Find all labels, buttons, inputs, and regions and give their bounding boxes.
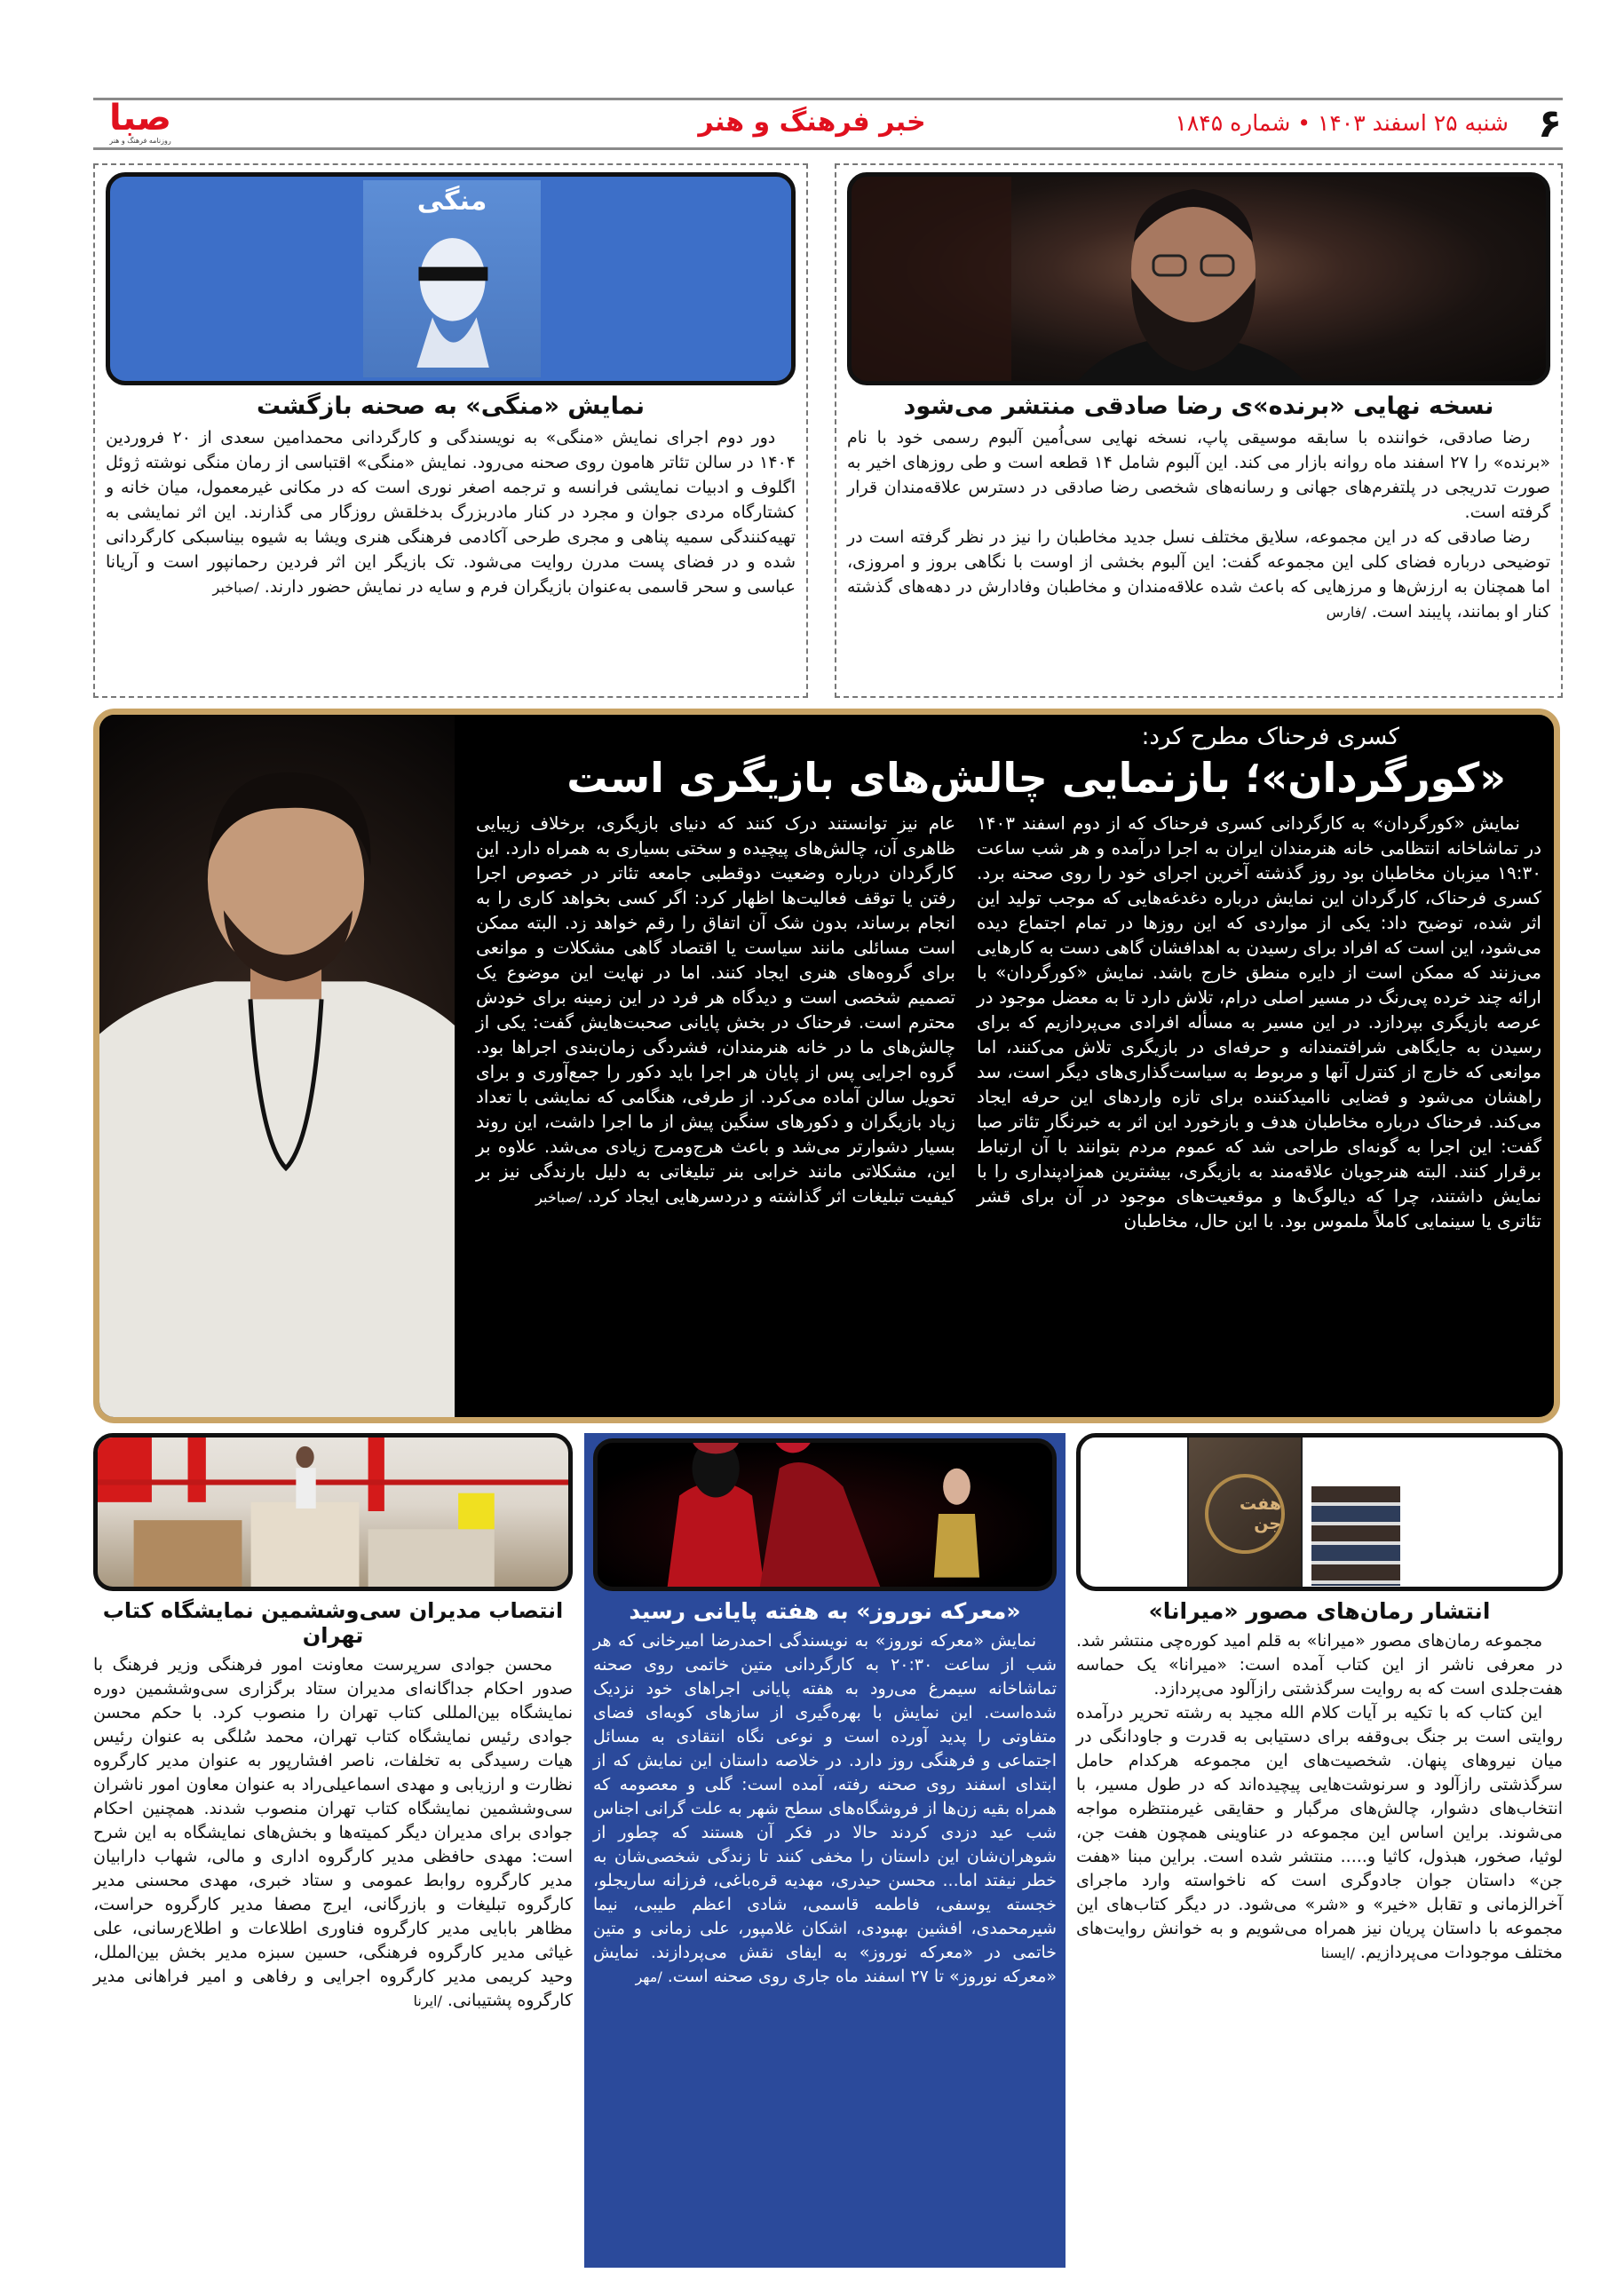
- source-credit: /ایرنا: [413, 1992, 442, 2009]
- book-cover: [1187, 1433, 1303, 1591]
- article-body: [93, 1653, 573, 2013]
- issue-date: شنبه ۲۵ اسفند ۱۴۰۳ • شماره ۱۸۴۵: [1175, 110, 1509, 136]
- feature-box: [93, 709, 1560, 1423]
- paragraph: مجموعه رمان‌های مصور «میرانا» به قلم امید کوره‌چی منتشر شد. در معرفی ناشر از این کتاب آمده است: «میرانا» یک حماسه هفت‌جلدی است که به روایت سرگذشتی رازآلود می‌پردازد.: [1076, 1631, 1563, 1699]
- article-body: [1076, 1629, 1563, 1965]
- article-title: نمایش «منگی» به صحنه بازگشت: [257, 392, 645, 420]
- article-marake: [584, 1433, 1066, 2268]
- logo[interactable]: [96, 99, 185, 145]
- paragraph: رضا صادقی، خواننده با سابقه موسیقی پاپ، نسخه نهایی سی‌اُمین آلبوم رسمی خود با نام «برنده» را ۲۷ اسفند ماه روانه بازار می کند. این آلبوم شامل ۱۴ قطعه است و طی روزهای اخیر به صورت تدریجی در پلتفرم‌های جهانی و رسانه‌های شخصی رضا صادقی در دسترس علاقه‌مندان قرار گرفته است.: [847, 428, 1550, 522]
- article-mangi: [93, 163, 808, 698]
- book-stack: [1311, 1486, 1400, 1586]
- article-bookfair: [93, 1433, 573, 2013]
- poster-title: منگی: [416, 186, 487, 217]
- feature-kicker: کسری فرحناک مطرح کرد:: [1141, 724, 1399, 750]
- section-title: خبر فرهنگ و هنر: [698, 107, 926, 138]
- source-credit: /فارس: [1326, 604, 1367, 621]
- paragraph-text: این کتاب که با تکیه بر آیات کلام الله مجید به رشته تحریر درآمده روایتی است بر جنگ بی‌وقفه برای دستیابی به قدرت و جاودانگی در میان نیروهای پنهان. شخصیت‌های این مجموعه هرکدام حامل سرگذشتی رازآلود و سرنوشت‌هایی پیچیده‌اند که در طول مسیر، با انتخاب‌های دشوار، چالش‌های مرگبار و حقایقی غیرمنتظره مواجه می‌شوند. براین اساس این مجموعه در عناوینی همچون هفت جن، لوثیا، صخور، هبذول، کاثیا و..... منتشر شده است. براین مبنا «هفت جن» داستان جوان جادوگری است که ناخواسته وارد ماجرای آخرالزمانی و تقابل «خیر» و «شر» می‌شود. در دیگر کتاب‌های این مجموعه با داستان پریان نیز همراه می‌شویم و به خوانش روایت‌های مختلف موجودات می‌پردازیم.: [1076, 1703, 1563, 1962]
- bandaged-head-icon: [363, 217, 541, 368]
- paragraph: [476, 811, 955, 1210]
- paragraph-text: رضا صادقی که در این مجموعه، سلایق مختلف نسل جدید مخاطبان را نیز در نظر گرفته است در توضیحی درباره فضای کلی این مجموعه گفت: این آلبوم بخشی از اوست با نگاهی بروز و امروزی، اما همچنان به ارزش‌ها و مرزهایی که باعث شده علاقه‌مندان و مخاطبان وفادارش در دهه‌های گذشته کنار او بمانند، پایبند است.: [847, 527, 1550, 622]
- feature-column-left: [476, 811, 955, 1233]
- paragraph: [1076, 1701, 1563, 1965]
- page-number: ۶: [1538, 101, 1562, 147]
- header-top-rule: [93, 98, 1563, 100]
- paragraph: [106, 425, 796, 600]
- paragraph: [847, 525, 1550, 625]
- singer-photo: [847, 172, 1550, 385]
- article-title: نسخه نهایی «برنده»ی رضا صادقی منتشر می‌شود: [903, 392, 1494, 420]
- article-body: [847, 425, 1550, 625]
- singer-portrait-icon: [852, 177, 1549, 381]
- article-body: [593, 1629, 1057, 1989]
- play-photo: [593, 1438, 1057, 1591]
- paragraph: [93, 1653, 573, 2013]
- poster-photo: [106, 172, 796, 385]
- article-title: «معرکه نوروز» به هفته پایانی رسید: [629, 1598, 1021, 1624]
- logo-tagline: روزنامه فرهنگ و هنر: [109, 137, 171, 145]
- article-mirana: [1076, 1433, 1563, 1965]
- paragraph-text: عام نیز توانستند درک کنند که دنیای بازیگری، برخلاف زیبایی ظاهری آن، چالش‌های پیچیده و سختی بسیاری به همراه دارد. این کارگردان درباره وضعیت دوقطبی جامعه تئاتر در خصوص اجرا رفتن یا توقف فعالیت‌ها اظهار کرد: اگر کسی بخواهد کاری را به انجام برساند، بدون شک آن اتفاق را رقم خواهد زد. البته ممکن است مسائلی مانند سیاست یا اقتصاد گاهی مشکلات و موانعی برای گروه‌های هنری ایجاد کنند. اما در نهایت این موضوع یک تصمیم شخصی است و دیدگاه هر فرد در این زمینه برای خودش محترم است. فرحناک در بخش پایانی صحبت‌هایش گفت: یکی از چالش‌های ما در خانه هنرمندان، فشردگی زمان‌بندی اجراها بود. گروه اجرایی پس از پایان هر اجرا باید دکور را جمع‌آوری و برای تحویل سالن آماده می‌کرد. از طرفی، هنگامی که نمایشی با تعداد زیاد بازیگران و دکورهای سنگین پیش از ما اجرا داشت، این روند بسیار دشوارتر می‌شد و باعث هرج‌ومرج زیادی می‌شد. علاوه بر این، مشکلاتی مانند خرابی بنر تبلیغاتی به دلیل بارندگی نیز بر کیفیت تبلیغات اثر گذاشته و دردسرهایی ایجاد کرد.: [476, 812, 955, 1207]
- director-photo: [99, 715, 455, 1417]
- poster: [363, 180, 541, 377]
- paragraph-text: نمایش «معرکه نوروز» به نویسندگی احمدرضا امیرخانی که هر شب از ساعت ۲۰:۳۰ به کارگردانی متین خاتمی روی صحنه تماشاخانه سیمرغ می‌رود به هفته پایانی اجراهای خود نزدیک شده‌است. این نمایش با بهره‌گیری از سازهای کوبه‌ای فضای متفاوتی را پدید آورده است و نوعی نگاه انتقادی به مسائل اجتماعی و فرهنگی روز دارد. در خلاصه داستان این نمایش که از ابتدای اسفند روی صحنه رفته، آمده است: گلی و معصومه که همراه بقیه زن‌ها از فروشگاه‌های سطح شهر به علت گرانی اجناس شب عید دزدی کردند حالا در فکر آن هستند که چطور از شوهران‌شان این داستان را مخفی کنند تا زندگی شخصی‌شان به خطر نیفتد اما... محسن حیدری، مهدیه قره‌باغی، فرزانه ساریجلو، خجسته یوسفی، فاطمه قاسمی، شادی اعظم طیبی، نیما شیرمحمدی، افشین بهبودی، اشکان غلامپور، علی زمانی و متین خاتمی در «معرکه نوروز» به ایفای نقش می‌پردازند. نمایش «معرکه نوروز» تا ۲۷ اسفند ماه جاری روی صحنه است.: [593, 1631, 1057, 1986]
- book-photo: [1076, 1433, 1563, 1591]
- article-rezasadeghi: [835, 163, 1563, 698]
- paragraph-text: دور دوم اجرای نمایش «منگی» به نویسندگی و کارگردانی محمدامین سعدی از ۲۰ فروردین ۱۴۰۴ در سالن تئاتر هامون روی صحنه می‌رود. نمایش «منگی» اقتباسی از رمان منگی نوشته ژوئل اگلوف و ادبیات نمایشی فرانسه و ترجمه اصغر نوری است که در مکانی غیرمعمول، میان خانه و کشتارگاه مردی جوان و مجرد در کنار مادربزرگ بدخلقش روزگار می گذارند. این اثر نمایشی به تهیه‌کنندگی سمیه پناهی و مجری طرحی آکادمی فرهنگی هنری ویشا به شیوه بیناسبکی کارگردانی شده و در فضای پست مدرن روایت می‌شود. تک بازیگر این اثر فردین رحمانپور است و آریانا عباسی و سحر قاسمی به‌عنوان بازیگران فرم و سایه در نمایش حضور دارند.: [106, 428, 796, 597]
- source-credit: /صباخبر: [212, 579, 259, 596]
- book-fair-photo: [93, 1433, 573, 1591]
- article-body: [106, 425, 796, 600]
- feature-content: [476, 724, 1541, 1233]
- source-credit: /ایسنا: [1320, 1944, 1355, 1961]
- paragraph: [593, 1629, 1057, 1989]
- feature-columns: [476, 811, 1541, 1233]
- paragraph: نمایش «کورگردان» به کارگردانی کسری فرحناک که از دوم اسفند ۱۴۰۳ در تماشاخانه انتظامی خانه هنرمندان ایران به اجرا درآمده و هر شب ساعت ۱۹:۳۰ میزبان مخاطبان بود روز گذشته آخرین اجرای خود را روی صحنه برد. کسری فرحناک، کارگردان این نمایش درباره دغدغه‌هایی که موجب تولید این اثر شده، توضیح داد: یکی از مواردی که این روزها در تمام اجتماع دیده می‌شود، این است که افراد برای رسیدن به اهدافشان گاهی دست به کارهایی می‌زنند که ممکن است از دایره منطق خارج باشد. نمایش «کورگردان» با ارائه چند خرده پی‌رنگ در مسیر اصلی درام، تلاش دارد تا به معضل موجود در عرصه بازیگری بپردازد. در این مسیر به مسأله افرادی می‌پردازیم که برای رسیدن به جایگاهی شرافتمندانه و حرفه‌ای در بازیگری تلاش می‌کنند، اما موانعی که خارج از کنترل آنها و مربوط به سیاست‌گذاری‌های دیگر است، سد راهشان می‌شود و فضایی ناامیدکننده برای تازه واردهای این حرفه ایجاد می‌کند. فرحناک درباره مخاطبان هدف و بازخورد این اثر به خبرنگار تئاتر صبا گفت: این اجرا به گونه‌ای طراحی شد که عموم مردم بتوانند با آن ارتباط برقرار کنند. البته هنرجویان علاقه‌مند به بازیگری، بیشترین همزادپنداری را با نمایش داشتند، چرا که دیالوگ‌ها و موقعیت‌های موجود در آن برای قشر تئاتری یا سینمایی کاملاً ملموس بود. با این حال، مخاطبان: [977, 812, 1541, 1232]
- paragraph-text: محسن جوادی سرپرست معاونت امور فرهنگی وزیر فرهنگ با صدور احکام جداگانه‌ای مدیران ستاد برگزاری سی‌وششمین دوره نمایشگاه بین‌المللی کتاب تهران را منصوب کرد. با حکم محسن جوادی رئیس نمایشگاه کتاب تهران، محمد سُلگی به عنوان رئیس هیات رسیدگی به تخلفات، ناصر افشارپور به عنوان مدیر کارگروه نظارت و ارزیابی و مهدی اسماعیلی‌راد به عنوان معاون امور ناشران سی‌وششمین نمایشگاه کتاب تهران منصوب شدند. همچنین احکام جوادی برای مدیران دیگر کمیته‌ها و بخش‌های نمایشگاه به این شرح است: مهدی حافظی مدیر کارگروه اداری و مالی، شهاب دارابیان مدیر کارگروه روابط عمومی و ستاد خبری، مهدی محسنی مدیر کارگروه تبلیغات و بازرگانی، ایرج مصفا مدیر کارگروه حراست، مظاهر بابایی مدیر کارگروه فناوری اطلاعات و اطلاع‌رسانی، علی غیاثی مدیر کارگروه فرهنگی، حسین سبزه مدیر بخش بین‌الملل، وحید کریمی مدیر کارگروه اجرایی و رفاهی و امیر فراهانی مدیر کارگروه پشتیبانی.: [93, 1655, 573, 2010]
- feature-column-right: [977, 811, 1541, 1233]
- stage-actors-icon: [598, 1443, 1052, 1587]
- source-credit: /صباخبر: [535, 1189, 582, 1206]
- header-bottom-rule: [93, 147, 1563, 150]
- feature-title: «کورگردان»؛ بازنمایی چالش‌های بازیگری است: [566, 754, 1506, 802]
- book-cover-title: هفت جن: [1205, 1474, 1285, 1554]
- article-title: انتصاب مدیران سی‌وششمین نمایشگاه کتاب تهران: [102, 1598, 564, 1648]
- logo-mark: صبا: [109, 98, 171, 139]
- article-title: انتشار رمان‌های مصور «میرانا»: [1148, 1598, 1491, 1624]
- book-fair-scene-icon: [98, 1437, 568, 1587]
- source-credit: /مهر: [635, 1968, 662, 1985]
